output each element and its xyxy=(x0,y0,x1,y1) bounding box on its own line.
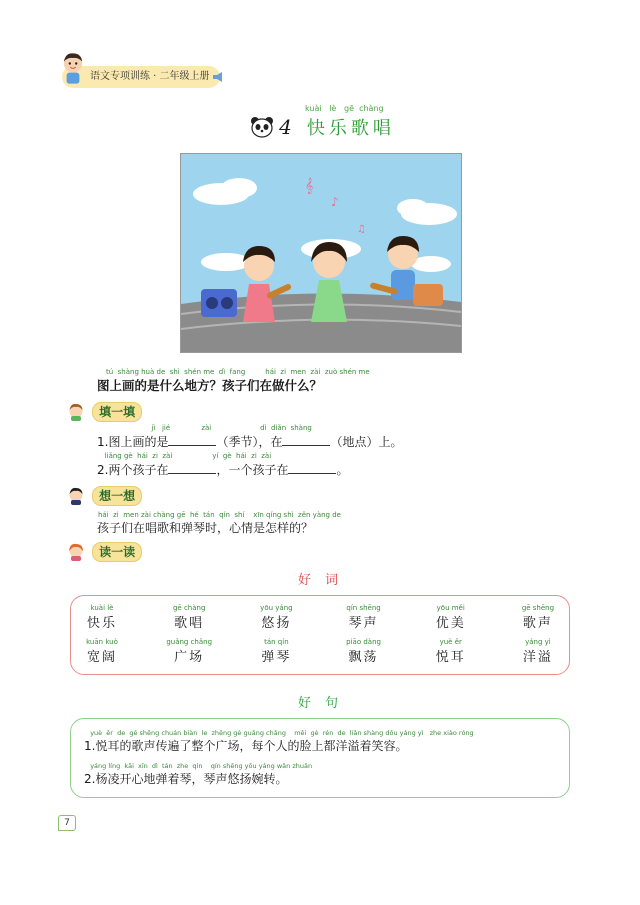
word-text: 广场 xyxy=(174,650,205,665)
two-children-blank[interactable] xyxy=(168,461,216,474)
word-pinyin: yōu měi xyxy=(436,604,465,612)
lesson-title-text: 快乐歌唱 xyxy=(306,118,395,139)
sentence-2: 2.杨凌开心地弹着琴，琴声悠扬婉转。 xyxy=(84,772,288,786)
word-item xyxy=(159,604,219,631)
sentence-2-pinyin: yáng líng kāi xīn dì tán zhe qín qín shēng yōu yáng wǎn zhuǎn xyxy=(84,762,313,770)
fill-section-label: 填一填 xyxy=(92,402,142,422)
word-text: 弹琴 xyxy=(261,650,292,665)
fill-line1-pinyin: jì jié zài dì diǎn shàng xyxy=(98,424,312,432)
megaphone-icon xyxy=(212,71,224,83)
word-pinyin: yōu yáng xyxy=(260,604,293,612)
fill-line2-part-c: 。 xyxy=(336,463,349,477)
word-pinyin: kuān kuò xyxy=(86,638,118,646)
good-sentences-title: 好句 xyxy=(298,696,353,711)
fill-section-header xyxy=(68,401,142,421)
word-pinyin: gē chàng xyxy=(172,604,206,612)
word-pinyin: yáng yì xyxy=(525,638,551,646)
svg-text:♫: ♫ xyxy=(357,224,366,235)
word-pinyin: gē shēng xyxy=(521,604,555,612)
good-words-row-2 xyxy=(72,638,568,665)
word-text: 琴声 xyxy=(348,616,379,631)
word-pinyin: kuài lè xyxy=(90,604,114,612)
word-text: 优美 xyxy=(435,616,466,631)
word-item xyxy=(508,638,568,665)
one-child-blank[interactable] xyxy=(288,461,336,474)
panda-icon xyxy=(250,116,274,138)
read-section-label: 读一读 xyxy=(92,542,142,562)
word-item xyxy=(421,604,481,631)
word-text: 快乐 xyxy=(86,616,117,631)
banner-text: 语文专项训练 · 二年级上册 xyxy=(90,71,210,82)
word-text: 宽阔 xyxy=(86,650,117,665)
word-pinyin: guǎng chǎng xyxy=(166,638,213,646)
svg-text:𝄞: 𝄞 xyxy=(305,178,314,194)
fill-line2-part-a: 2.两个孩子在 xyxy=(97,463,169,477)
word-item xyxy=(246,604,306,631)
children-singing-illustration xyxy=(181,154,461,352)
think-section-header xyxy=(68,485,142,505)
fill-line2-pinyin: liǎng gè hái zi zài yí gè hái zi zài xyxy=(98,452,272,460)
word-item xyxy=(72,638,132,665)
svg-text:♪: ♪ xyxy=(331,195,339,209)
boy-mascot-icon xyxy=(62,52,84,86)
word-item xyxy=(334,604,394,631)
think-section-label: 想一想 xyxy=(92,486,142,506)
lesson-title xyxy=(250,114,395,138)
header-banner xyxy=(62,66,220,88)
word-item xyxy=(72,604,132,631)
lesson-number: 4 xyxy=(279,115,292,139)
fill-line1-part-c: （地点）上。 xyxy=(330,435,403,449)
word-item xyxy=(334,638,394,665)
word-text: 悠扬 xyxy=(261,616,292,631)
page-number: 7 xyxy=(58,815,76,831)
word-item xyxy=(246,638,306,665)
think-question: 孩子们在唱歌和弹琴时，心情是怎样的？ xyxy=(97,521,314,535)
fill-line1-part-b: （季节），在 xyxy=(216,435,283,449)
think-pinyin: hái zi men zài chàng gē hé tán qín shí xīn qíng shì zěn yàng de xyxy=(98,511,341,519)
girl-reading-face-icon xyxy=(68,543,84,561)
word-item xyxy=(159,638,219,665)
fill-line2 xyxy=(97,461,348,478)
word-text: 洋溢 xyxy=(522,650,553,665)
word-item xyxy=(421,638,481,665)
question-pinyin: tú shàng huà de shì shén me dì fang hái zi men zài zuò shén me xyxy=(106,368,370,376)
fill-line1 xyxy=(97,433,402,450)
word-item xyxy=(508,604,568,631)
sentence-1: 1.悦耳的歌声传遍了整个广场，每个人的脸上都洋溢着笑容。 xyxy=(84,739,408,753)
word-pinyin: yuè ěr xyxy=(439,638,462,646)
word-text: 歌唱 xyxy=(174,616,205,631)
fill-line2-part-b: ，一个孩子在 xyxy=(216,463,289,477)
good-words-title: 好词 xyxy=(298,573,353,588)
girl-face-icon xyxy=(68,403,84,421)
word-pinyin: qín shēng xyxy=(346,604,381,612)
season-blank[interactable] xyxy=(168,433,216,446)
word-pinyin: tán qín xyxy=(264,638,289,646)
word-text: 悦耳 xyxy=(435,650,466,665)
good-words-row-1 xyxy=(72,604,568,631)
boy-face-icon xyxy=(68,487,84,505)
word-text: 歌声 xyxy=(522,616,553,631)
word-text: 飘荡 xyxy=(348,650,379,665)
sentence-1-pinyin: yuè ěr de gē shēng chuán biàn le zhěng gè guǎng chǎng měi gè rén de liǎn shàng dōu yáng yì zhe xiào róng xyxy=(84,729,474,737)
fill-line1-part-a: 1.图上画的是 xyxy=(97,435,169,449)
read-section-header xyxy=(68,541,142,561)
lesson-illustration xyxy=(180,153,462,353)
location-blank[interactable] xyxy=(282,433,330,446)
title-pinyin: kuài lè gē chàng xyxy=(305,104,384,113)
question-text: 图上画的是什么地方？孩子们在做什么？ xyxy=(97,378,323,393)
word-pinyin: piāo dàng xyxy=(346,638,381,646)
